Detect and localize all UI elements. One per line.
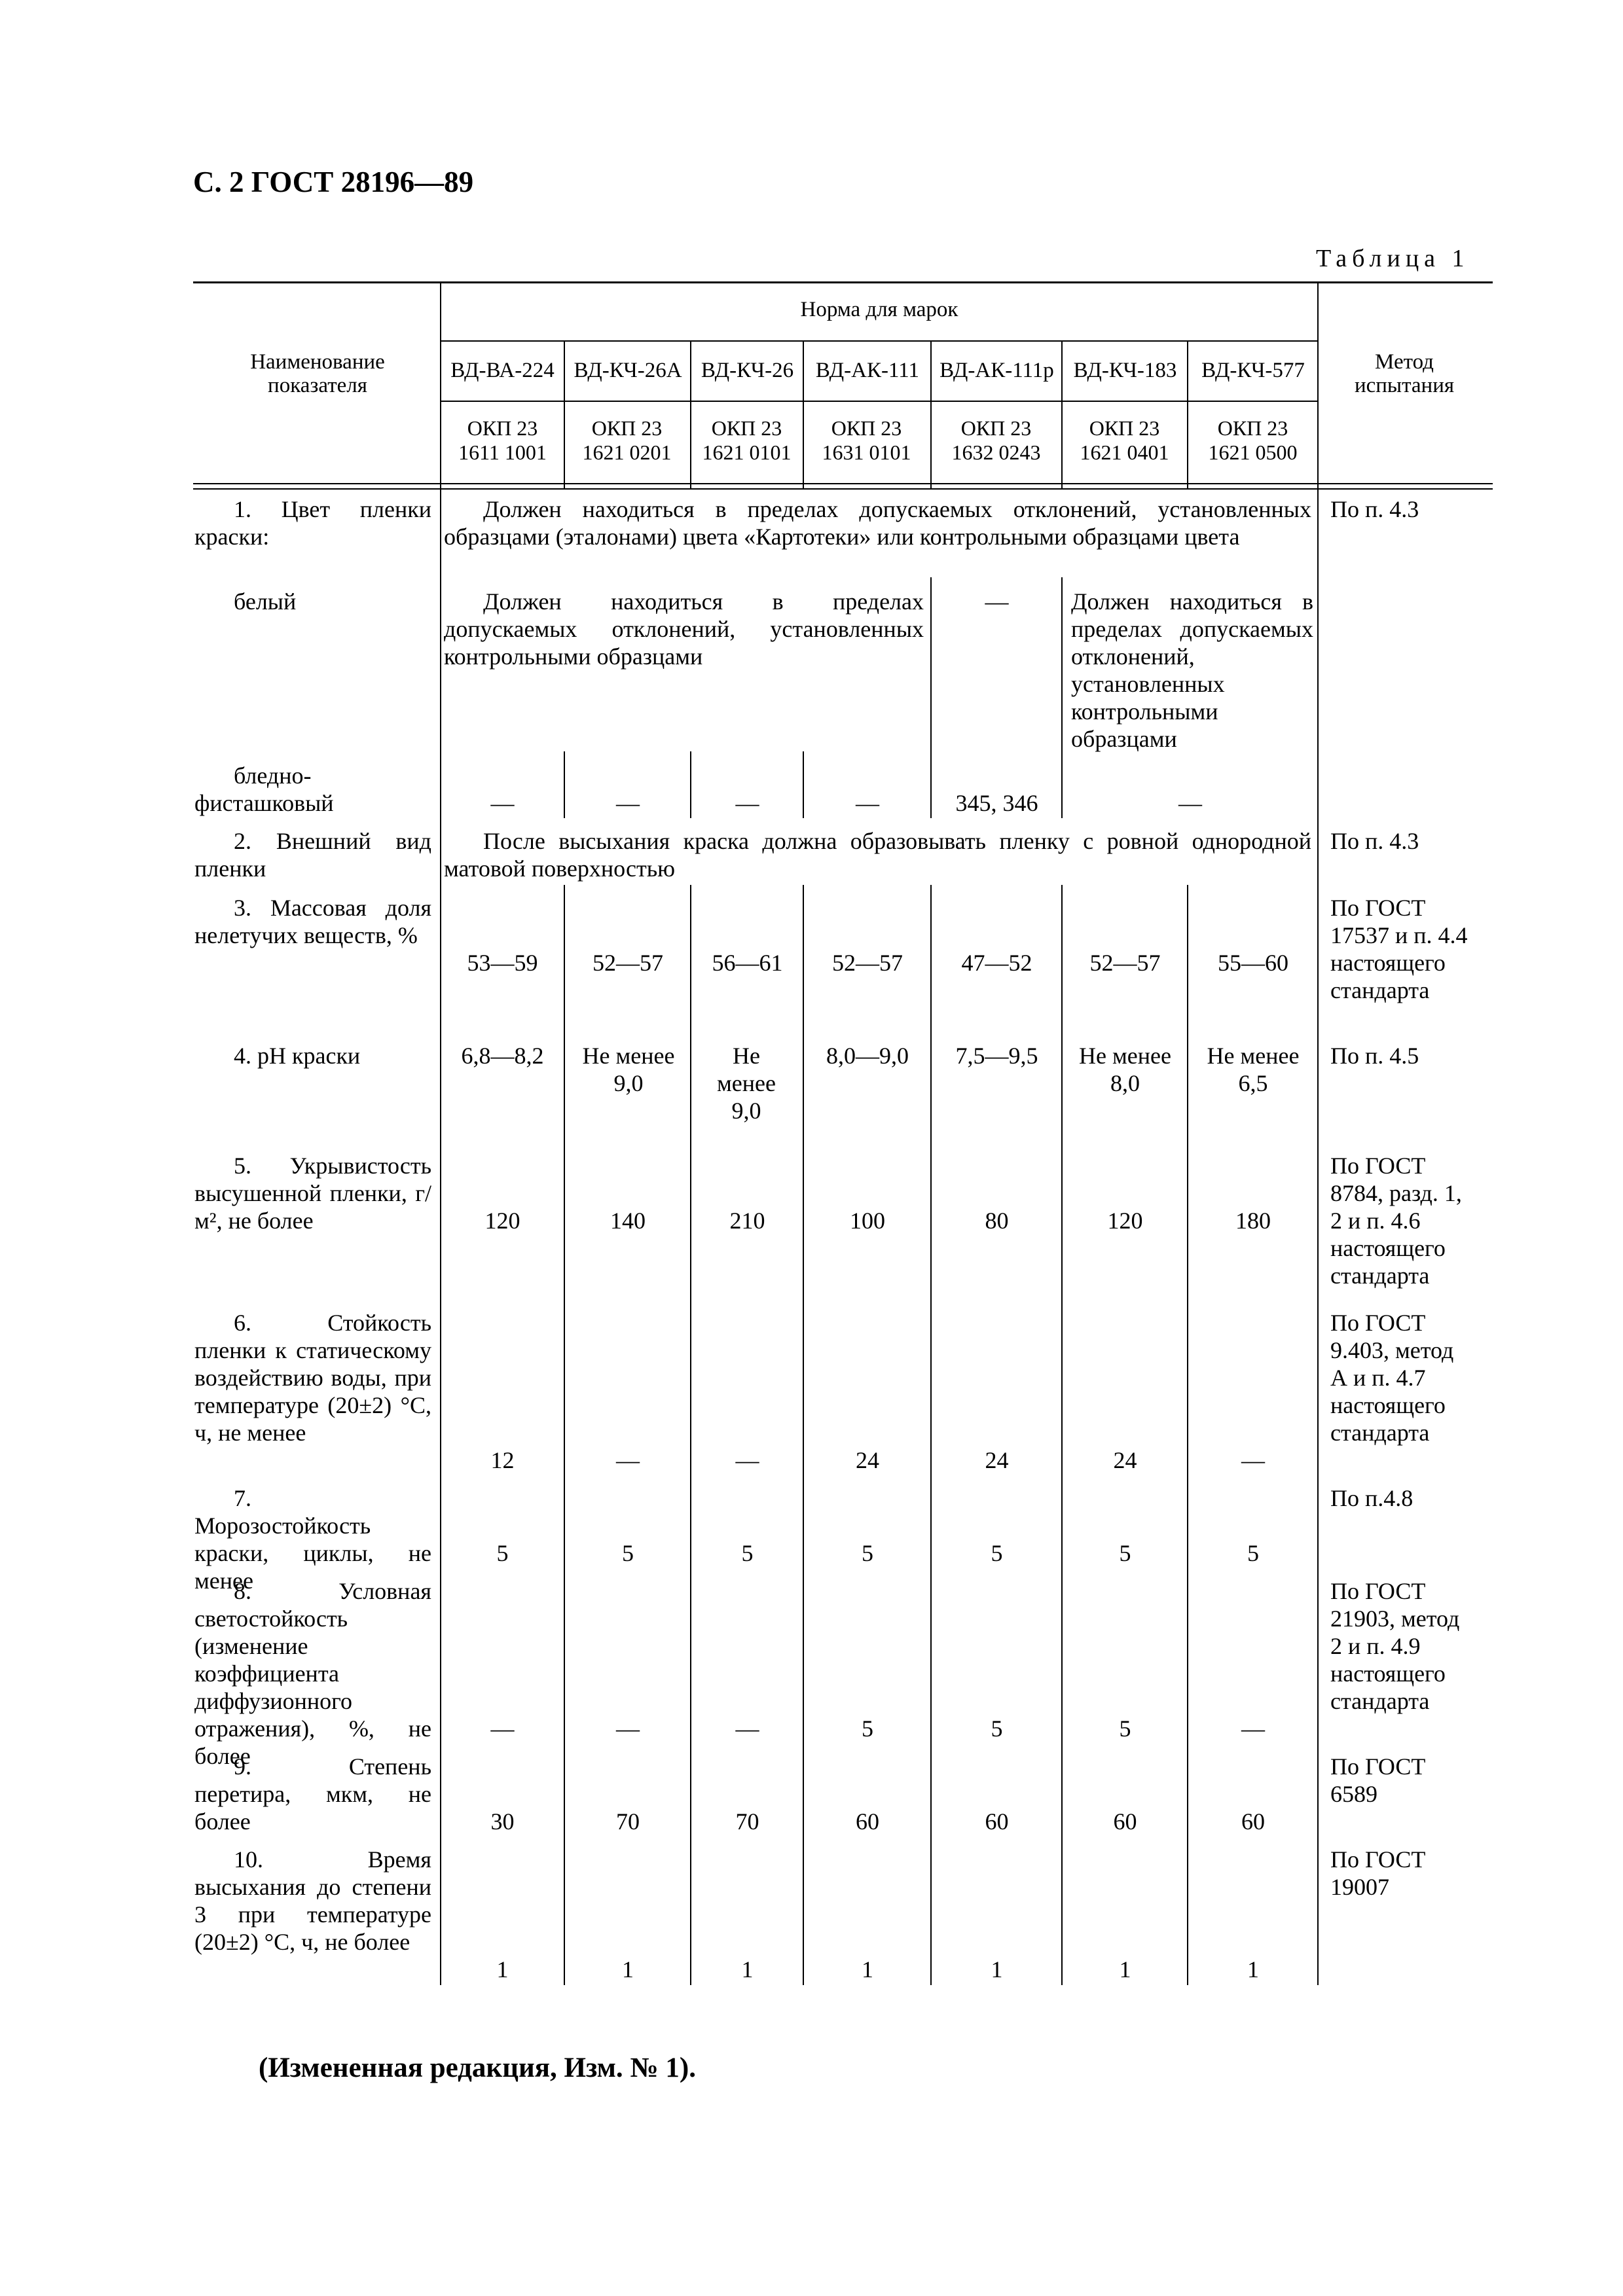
row10-v2: 1	[622, 1956, 634, 1982]
code-6: ОКП 23 1621 0401	[1080, 416, 1169, 464]
row1-name: 1. Цвет пленки краски:	[194, 496, 431, 550]
row10-v6: 1	[1119, 1956, 1131, 1982]
row4-v1: 6,8—8,2	[461, 1043, 544, 1069]
row7-v1: 5	[496, 1540, 509, 1566]
row8-v3: —	[735, 1715, 759, 1742]
row9-v2: 70	[616, 1808, 640, 1835]
row5-v4: 100	[850, 1208, 885, 1234]
row9-v7: 60	[1241, 1808, 1265, 1835]
row1-white-dash: —	[985, 588, 1009, 615]
row10-method: По ГОСТ 19007	[1330, 1846, 1426, 1900]
row6-v5: 24	[985, 1447, 1009, 1473]
row2-name: 2. Внешний вид пленки	[194, 828, 431, 882]
code-1: ОКП 23 1611 1001	[458, 416, 547, 464]
row10-v4: 1	[862, 1956, 873, 1982]
row8-v5: 5	[991, 1715, 1003, 1742]
row7-method: По п.4.8	[1330, 1485, 1413, 1511]
row8-v7: —	[1241, 1715, 1265, 1742]
header-bottom-rule-2	[193, 488, 1493, 490]
body-line-method	[1317, 490, 1319, 1985]
row8-v1: —	[490, 1715, 515, 1742]
row10-v1: 1	[496, 1956, 509, 1982]
row4-v3: Не менее 9,0	[717, 1043, 776, 1124]
page-header: С. 2 ГОСТ 28196—89	[193, 166, 474, 198]
row10-name: 10. Время высыхания до степени 3 при температуре (20±2) °С, ч, не более	[194, 1846, 431, 1955]
brand-2: ВД-КЧ-26А	[574, 359, 682, 382]
row8-v2: —	[616, 1715, 640, 1742]
row9-method: По ГОСТ 6589	[1330, 1753, 1426, 1807]
row3-v1: 53—59	[467, 950, 538, 976]
row6-v7: —	[1241, 1447, 1265, 1473]
row7-name: 7. Морозостойкость краски, циклы, не менее	[194, 1485, 431, 1594]
row3-v3: 56—61	[712, 950, 783, 976]
row6-method: По ГОСТ 9.403, метод А и п. 4.7 настоящего стандарта	[1330, 1310, 1454, 1446]
row3-v2: 52—57	[593, 950, 663, 976]
header-param: Наименование показателя	[250, 350, 385, 397]
row9-v6: 60	[1113, 1808, 1137, 1835]
row1-pale-v2: —	[616, 790, 640, 816]
row6-v1: 12	[490, 1447, 515, 1473]
row3-v4: 52—57	[832, 950, 903, 976]
body-line-param	[440, 490, 441, 1985]
row8-name: 8. Условная светостойкость (изменение коэффициента диффузионного отражения), %, не более	[194, 1578, 431, 1769]
row4-method: По п. 4.5	[1330, 1043, 1419, 1069]
row9-v4: 60	[856, 1808, 879, 1835]
row10-v7: 1	[1247, 1956, 1259, 1982]
row5-method: По ГОСТ 8784, разд. 1, 2 и п. 4.6 настоящего стандарта	[1330, 1153, 1462, 1289]
row1-text: Должен находиться в пределах допускаемых отклонений, установленных образцами (эталонами) цвета «Картотеки» или контрольными образцами цвета	[444, 496, 1311, 550]
row8-v6: 5	[1119, 1715, 1131, 1742]
row4-v2: Не менее 9,0	[582, 1043, 675, 1096]
brand-5: ВД-АК-111р	[939, 359, 1054, 382]
row9-name: 9. Степень перетира, мкм, не более	[194, 1753, 431, 1835]
row1-pale-v5: 345, 346	[955, 790, 1038, 816]
row6-v4: 24	[856, 1447, 879, 1473]
row4-name: 4. рН краски	[234, 1043, 361, 1069]
row1-method: По п. 4.3	[1330, 496, 1419, 522]
row1-pale-v3: —	[735, 790, 759, 816]
row5-v7: 180	[1235, 1208, 1271, 1234]
code-3: ОКП 23 1621 0101	[702, 416, 792, 464]
row6-v6: 24	[1113, 1447, 1137, 1473]
brand-4: ВД-АК-111	[815, 359, 920, 382]
row1-white-name: белый	[234, 588, 297, 615]
brand-7: ВД-КЧ-577	[1201, 359, 1305, 382]
row10-v3: 1	[741, 1956, 754, 1982]
row1-pale-v4: —	[856, 790, 879, 816]
row5-v5: 80	[985, 1208, 1009, 1234]
row1-pale-v1: —	[490, 790, 515, 816]
row7-v2: 5	[622, 1540, 634, 1566]
header-divider-brands	[441, 401, 1318, 402]
row5-v6: 120	[1107, 1208, 1143, 1234]
row2-text: После высыхания краска должна образовывать пленку с ровной однородной матовой поверхностью	[444, 828, 1311, 882]
row7-v3: 5	[741, 1540, 754, 1566]
row10-v5: 1	[991, 1956, 1003, 1982]
row4-v6: Не менее 8,0	[1079, 1043, 1171, 1096]
row8-method: По ГОСТ 21903, метод 2 и п. 4.9 настоящего стандарта	[1330, 1578, 1460, 1714]
row4-v5: 7,5—9,5	[955, 1043, 1038, 1069]
code-2: ОКП 23 1621 0201	[582, 416, 672, 464]
code-5: ОКП 23 1632 0243	[951, 416, 1041, 464]
row3-name: 3. Массовая доля нелетучих веществ, %	[194, 895, 431, 948]
row3-v7: 55—60	[1218, 950, 1288, 976]
brand-3: ВД-КЧ-26	[701, 359, 794, 382]
table-top-rule	[193, 281, 1493, 283]
row6-name: 6. Стойкость пленки к статическому воздействию воды, при температуре (20±2) °С, ч, не менее	[194, 1310, 431, 1446]
row7-v6: 5	[1119, 1540, 1131, 1566]
row2-method: По п. 4.3	[1330, 828, 1419, 854]
row4-v4: 8,0—9,0	[826, 1043, 909, 1069]
row1-white-text-b: Должен находиться в пределах допускаемых отклонений, установленных контрольными образцами	[1071, 588, 1313, 752]
row8-v4: 5	[862, 1715, 873, 1742]
row9-v1: 30	[490, 1808, 515, 1835]
header-method: Метод испытания	[1354, 350, 1455, 397]
row5-v1: 120	[484, 1208, 520, 1234]
row4-v7: Не менее 6,5	[1207, 1043, 1300, 1096]
row9-v5: 60	[985, 1808, 1009, 1835]
row6-v2: —	[616, 1447, 640, 1473]
header-norm: Норма для марок	[800, 298, 958, 321]
header-bottom-rule-1	[193, 483, 1493, 484]
row7-v7: 5	[1247, 1540, 1259, 1566]
row3-method: По ГОСТ 17537 и п. 4.4 настоящего стандарта	[1330, 895, 1468, 1003]
row7-v5: 5	[991, 1540, 1003, 1566]
row5-name: 5. Укрывистость высушенной пленки, г/м², не более	[194, 1153, 431, 1234]
row5-v3: 210	[729, 1208, 765, 1234]
row5-v2: 140	[610, 1208, 646, 1234]
row3-v5: 47—52	[961, 950, 1032, 976]
brand-1: ВД-ВА-224	[450, 359, 555, 382]
row9-v3: 70	[735, 1808, 759, 1835]
row6-v3: —	[735, 1447, 759, 1473]
brand-6: ВД-КЧ-183	[1073, 359, 1177, 382]
row7-v4: 5	[862, 1540, 873, 1566]
code-4: ОКП 23 1631 0101	[822, 416, 911, 464]
row3-v6: 52—57	[1089, 950, 1161, 976]
header-divider-norm	[441, 340, 1318, 342]
row1-pale-name: бледно-фисташковый	[194, 762, 334, 816]
row1-pale-v6: —	[1178, 790, 1202, 816]
row1-white-text-a: Должен находиться в пределах допускаемых отклонений, установленных контрольными образцами	[444, 588, 924, 670]
table-label: Таблица 1	[1316, 245, 1470, 272]
code-7: ОКП 23 1621 0500	[1208, 416, 1298, 464]
footnote: (Измененная редакция, Изм. № 1).	[259, 2053, 696, 2083]
